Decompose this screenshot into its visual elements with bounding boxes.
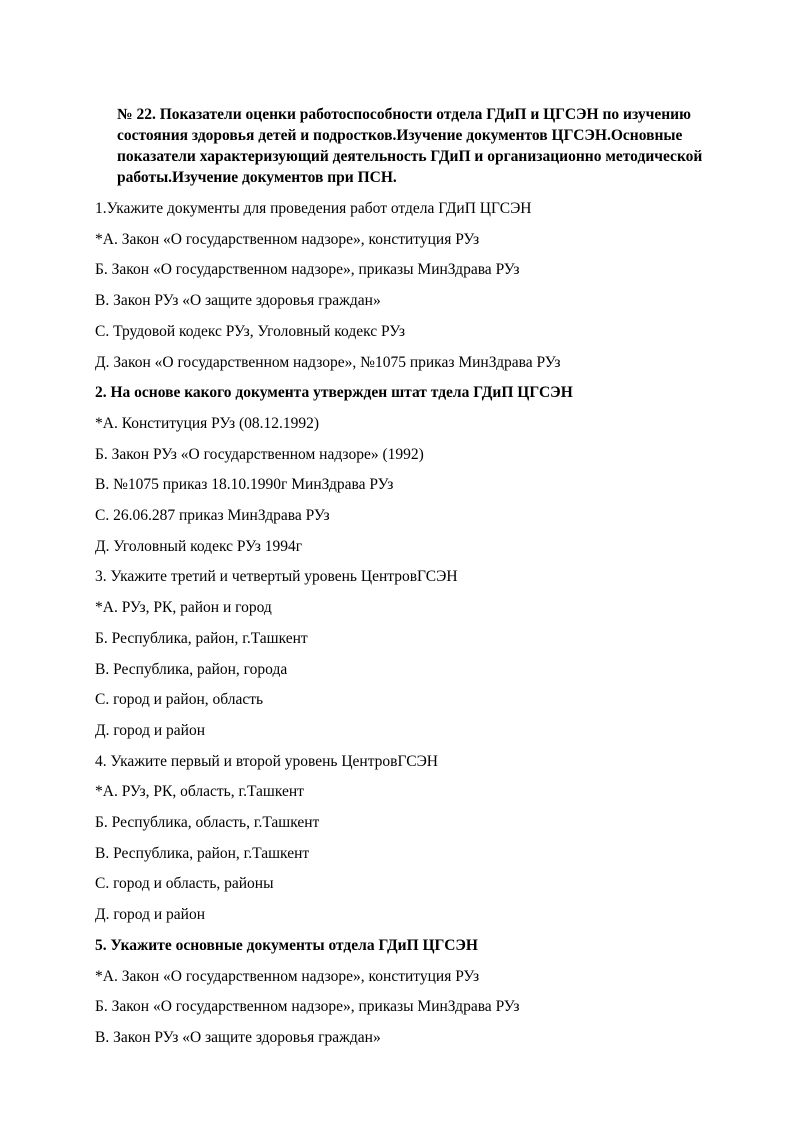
answer-option: В. Закон РУз «О защите здоровья граждан»: [95, 292, 381, 310]
answer-option: С. 26.06.287 приказ МинЗдрава РУз: [95, 507, 330, 524]
question-text: 3. Укажите третий и четвертый уровень ЦентровГСЭН: [95, 568, 458, 586]
answer-option: Д. Закон «О государственном надзоре», №1075 приказ МинЗдрава РУз: [95, 353, 561, 371]
answer-option: *А. Закон «О государственном надзоре», конституция РУз: [95, 230, 480, 248]
answer-option: Б. Республика, область, г.Ташкент: [95, 814, 320, 831]
document-heading: № 22. Показатели оценки работоспособности отдела ГДиП и ЦГСЭН по изучению состояния здоровья детей и подростков.Изучение документов ЦГСЭН.Основные показатели характеризующий деятельность ГДиП и организационно методической работы.Изучение документов при ПСН.: [117, 106, 703, 186]
answer-option: *А. РУз, РК, область, г.Ташкент: [95, 783, 304, 801]
question-text: 4. Укажите первый и второй уровень ЦентровГСЭН: [95, 752, 439, 770]
answer-option: С. Трудовой кодекс РУз, Уголовный кодекс РУз: [95, 322, 405, 340]
answer-option: *А. РУз, РК, район и город: [95, 599, 272, 617]
answer-option: Б. Закон РУз «О государственном надзоре» (1992): [95, 445, 424, 463]
answer-option: Д. город и район: [95, 721, 205, 739]
answer-option: С. город и район, область: [95, 691, 264, 709]
answer-option: Д. Уголовный кодекс РУз 1994г: [95, 537, 303, 555]
answer-option: В. №1075 приказ 18.10.1990г МинЗдрава РУз: [95, 476, 394, 494]
answer-option: Д. город и район: [95, 906, 205, 924]
answer-option: В. Республика, район, города: [95, 660, 288, 678]
answer-option: С. город и область, районы: [95, 875, 274, 893]
question-text: 5. Укажите основные документы отдела ГДиП ЦГСЭН: [95, 936, 478, 954]
answer-option: В. Закон РУз «О защите здоровья граждан»: [95, 1028, 381, 1046]
answer-option: *А. Закон «О государственном надзоре», конституция РУз: [95, 967, 480, 985]
answer-option: Б. Закон «О государственном надзоре», приказы МинЗдрава РУз: [95, 998, 520, 1016]
answer-option: *А. Конституция РУз (08.12.1992): [95, 414, 320, 432]
question-text: 1.Укажите документы для проведения работ отдела ГДиП ЦГСЭН: [95, 200, 532, 217]
answer-option: Б. Республика, район, г.Ташкент: [95, 629, 308, 647]
answer-option: Б. Закон «О государственном надзоре», приказы МинЗдрава РУз: [95, 261, 520, 279]
answer-option: В. Республика, район, г.Ташкент: [95, 844, 310, 862]
question-text: 2. На основе какого документа утвержден штат тдела ГДиП ЦГСЭН: [95, 384, 573, 402]
